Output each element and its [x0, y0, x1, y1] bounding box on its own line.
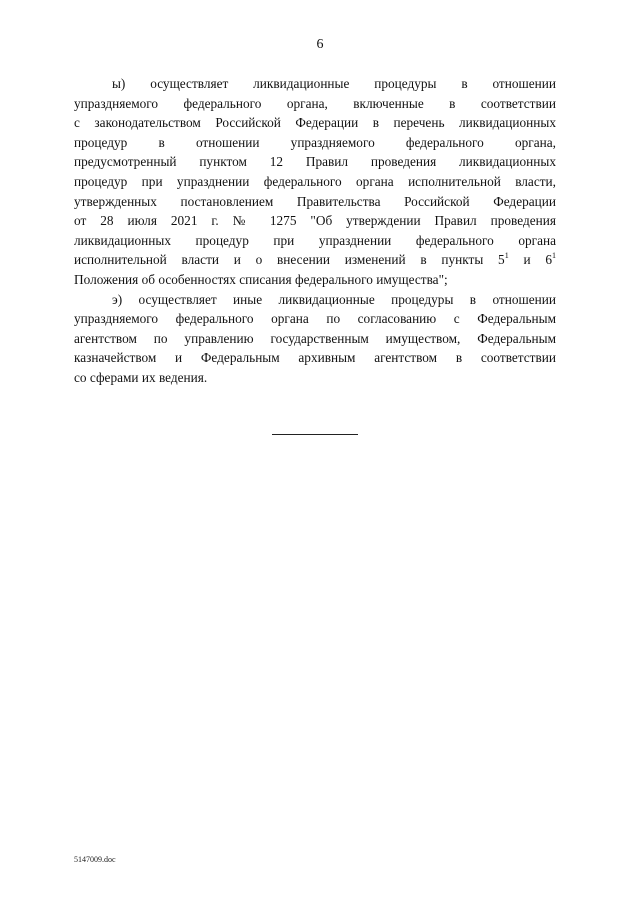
end-of-document-rule	[272, 434, 358, 435]
text-line: агентством по управлению государственным имуществом, Федеральным	[74, 330, 556, 346]
item-marker: ы)	[112, 76, 126, 91]
superscript: 1	[552, 251, 557, 261]
page-number: 6	[316, 37, 324, 52]
text-line: процедур при упразднении федерального органа исполнительной власти,	[74, 173, 556, 189]
text-line: со сферами их ведения.	[74, 369, 208, 385]
text-line: упраздняемого федерального органа, включенные в соответствии	[74, 95, 556, 111]
text-line: упраздняемого федерального органа по согласованию с Федеральным	[74, 311, 556, 327]
text-line: исполнительной власти и о внесении изменений в пункты $5^1$ и $6^1$	[74, 251, 557, 268]
item-marker: э)	[112, 291, 123, 307]
list-item-e	[74, 290, 556, 388]
text-line: Положения об особенностях списания федерального имущества";	[74, 271, 448, 287]
text-line: ликвидационных процедур при упразднении федерального органа	[74, 232, 556, 248]
text-line: предусмотренный пунктом 12 Правил проведения ликвидационных	[74, 154, 556, 170]
list-item-y	[74, 74, 556, 290]
text-line: с законодательством Российской Федерации в перечень ликвидационных	[74, 115, 556, 131]
superscript: 1	[504, 251, 509, 261]
text-line: утвержденных постановлением Правительства Российской Федерации	[74, 193, 556, 209]
text-line: процедур в отношении упраздняемого федерального органа,	[74, 134, 556, 150]
text-line: ы) осуществляет ликвидационные процедуры в отношении	[112, 76, 556, 91]
document-body	[74, 74, 556, 388]
document-id: 5147009.doc	[74, 855, 116, 864]
text-line: от 28 июля 2021 г. № 1275 "Об утверждении Правил проведения	[74, 213, 556, 229]
text-line: э) осуществляет иные ликвидационные процедуры в отношении	[112, 291, 556, 307]
text-line: казначейством и Федеральным архивным агентством в соответствии	[74, 350, 556, 366]
